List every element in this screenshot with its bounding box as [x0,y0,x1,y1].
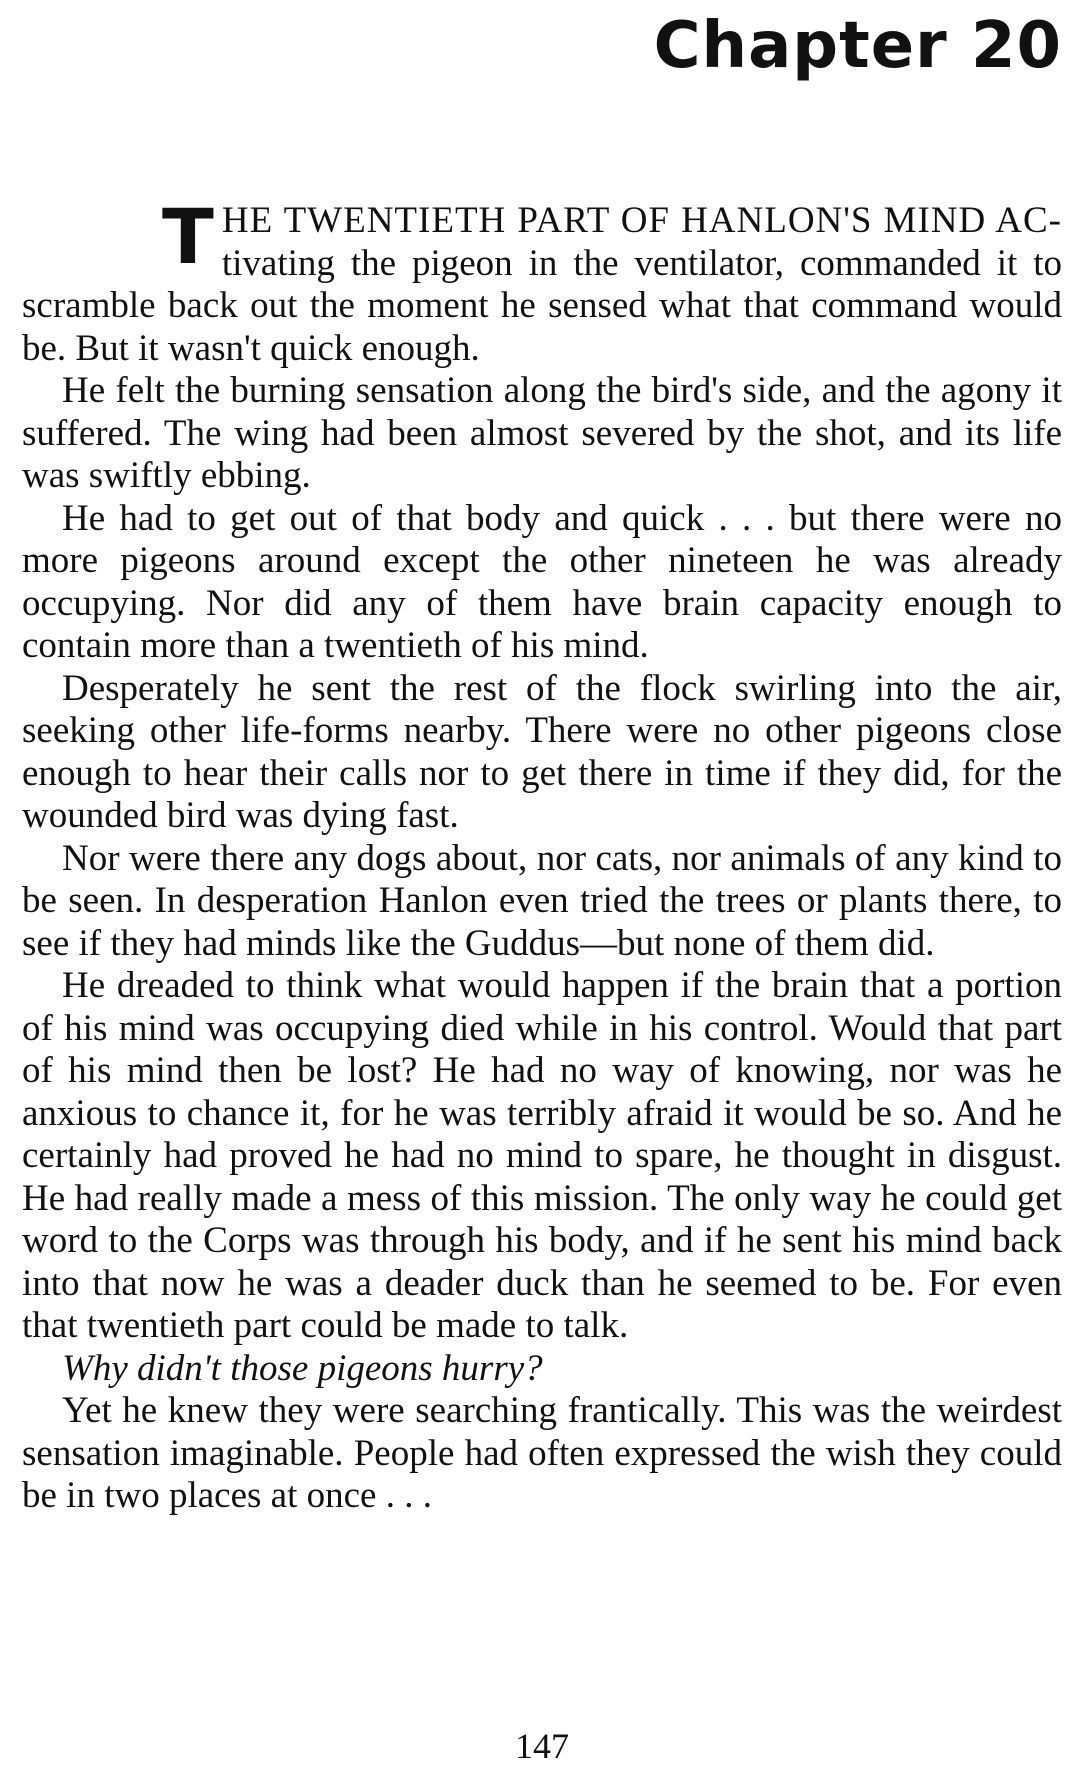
final-paragraph: Yet he knew they were searching frantically. This was the weirdest sensation imaginable. People had often expressed the wish they could be in two places at once . . . [22,1390,1062,1516]
opening-text: tivating the pigeon in the ventilator, commanded it to scramble back out the moment he sensed what that command would be. But it wasn't quick enough. [22,242,1062,369]
opening-paragraph [22,192,1062,370]
book-page [22,0,1062,1790]
paragraph-2: He felt the burning sensation along the bird's side, and the agony it suffered. The wing had been almost severed by the shot, and its life was swiftly ebbing. [22,370,1062,496]
paragraph-5: Nor were there any dogs about, nor cats, nor animals of any kind to be seen. In desperation Hanlon even tried the trees or plants there, to see if they had minds like the Guddus—but none of them did. [22,837,1062,964]
paragraph-6: He dreaded to think what would happen if the brain that a portion of his mind was occupying died while in his control. Would that part of his mind then be lost? He had no way of knowing, nor was he anxious to chance it, for he was terribly afraid it would be so. And he certainly had proved he had no mind to spare, he thought in disgust. He had really made a mess of this mission. The only way he could get word to the Corps was through his body, and if he sent his mind back into that now he was a deader duck than he seemed to be. For even that twentieth part could be made to talk. [22,965,1062,1346]
chapter-title: Chapter 20 [653,9,1062,83]
paragraph-3: He had to get out of that body and quick . . . but there were no more pigeons around except the other nineteen he was already occupying. Nor did any of them have brain capacity enough to contain more than a twentieth of his mind. [22,497,1062,666]
paragraph-4: Desperately he sent the rest of the flock swirling into the air, seeking other life-forms nearby. There were no other pigeons close enough to hear their calls nor to get there in time if they did, for the wounded bird was dying fast. [22,667,1062,836]
chapter-body [22,192,1062,1518]
italic-thought: Why didn't those pigeons hurry? [62,1347,543,1389]
drop-cap: T [162,192,214,281]
page-number: 147 [515,1726,569,1766]
opening-small-caps: HE TWENTIETH PART OF HANLON'S MIND AC- [221,200,1062,241]
